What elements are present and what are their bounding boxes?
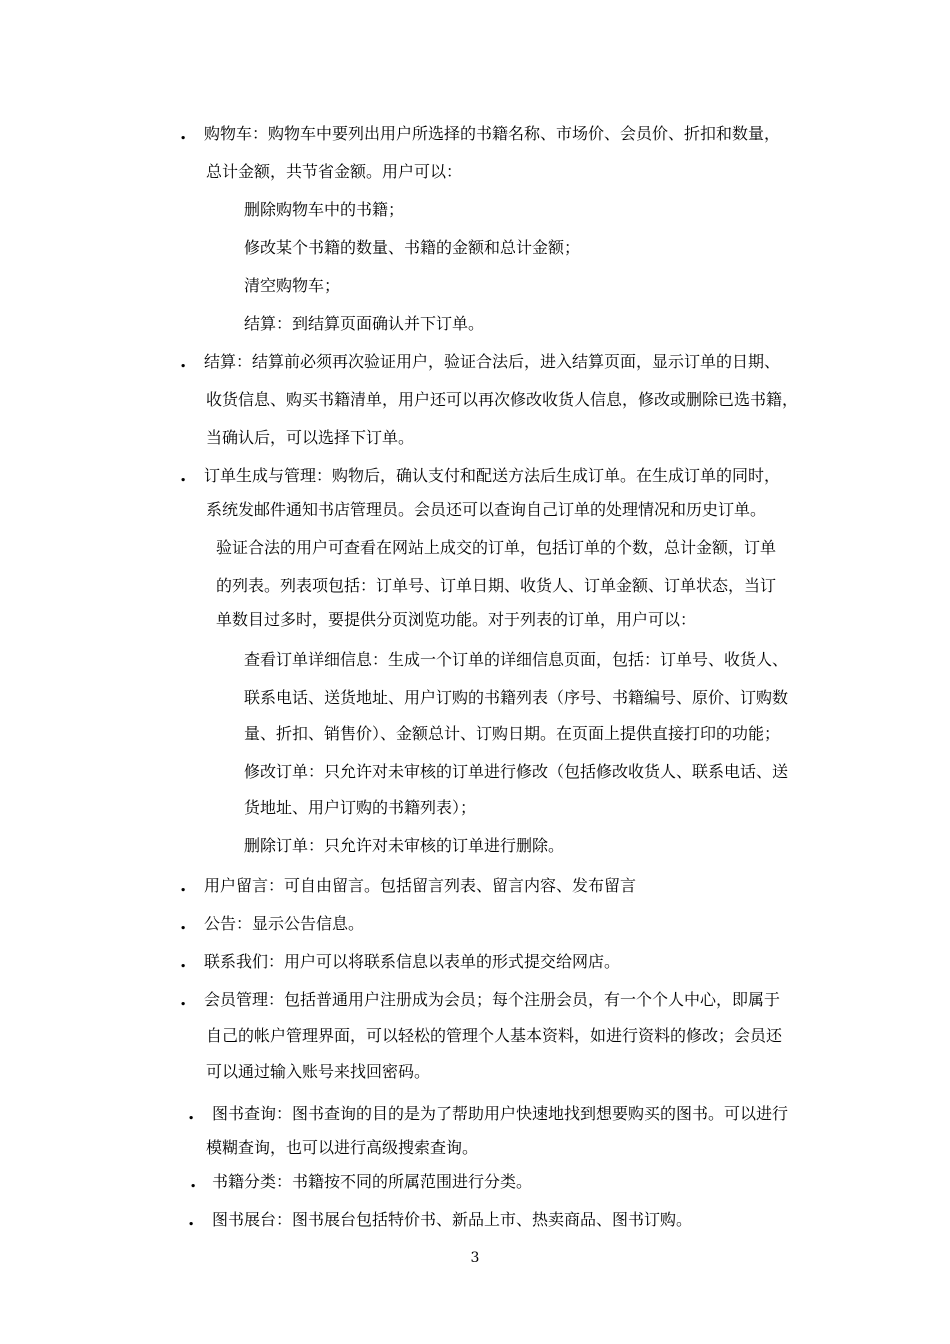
bullet: . (180, 989, 187, 1010)
text-line: 修改订单：只允许对未审核的订单进行修改（包括修改收货人、联系电话、送 (244, 762, 789, 781)
text-line: 清空购物车； (244, 276, 341, 295)
text-line: 可以通过输入账号来找回密码。 (206, 1062, 431, 1081)
text-line: 验证合法的用户可查看在网站上成交的订单，包括订单的个数，总计金额，订单 (216, 538, 777, 557)
text-line: 模糊查询，也可以进行高级搜索查询。 (206, 1138, 479, 1157)
text-line: 删除订单：只允许对未审核的订单进行删除。 (244, 836, 565, 855)
text-line: 会员管理：包括普通用户注册成为会员；每个注册会员，有一个个人中心，即属于 (204, 990, 781, 1009)
text-line: 当确认后，可以选择下订单。 (206, 428, 415, 447)
bullet: . (180, 875, 187, 896)
bullet: . (180, 123, 187, 144)
page-number: 3 (470, 1250, 480, 1266)
bullet: . (188, 1103, 195, 1124)
bullet: . (190, 1171, 197, 1192)
text-line: 订单生成与管理：购物后，确认支付和配送方法后生成订单。在生成订单的同时， (204, 466, 781, 485)
text-line: 公告：显示公告信息。 (204, 914, 365, 933)
text-line: 联系电话、送货地址、用户订购的书籍列表（序号、书籍编号、原价、订购数 (244, 688, 789, 707)
text-line: 收货信息、购买书籍清单，用户还可以再次修改收货人信息，修改或删除已选书籍， (206, 390, 799, 409)
text-line: 修改某个书籍的数量、书籍的金额和总计金额； (244, 238, 581, 257)
text-line: 图书查询：图书查询的目的是为了帮助用户快速地找到想要购买的图书。可以进行 (212, 1104, 789, 1123)
text-line: 量、折扣、销售价）、金额总计、订购日期。在页面上提供直接打印的功能； (244, 724, 781, 743)
text-line: 系统发邮件通知书店管理员。会员还可以查询自己订单的处理情况和历史订单。 (206, 500, 767, 519)
text-line: 书籍分类：书籍按不同的所属范围进行分类。 (212, 1172, 533, 1191)
bullet: . (180, 951, 187, 972)
bullet: . (180, 465, 187, 486)
bullet: . (180, 351, 187, 372)
text-line: 的列表。列表项包括：订单号、订单日期、收货人、订单金额、订单状态，当订 (216, 576, 777, 595)
text-line: 联系我们：用户可以将联系信息以表单的形式提交给网店。 (204, 952, 621, 971)
text-line: 图书展台：图书展台包括特价书、新品上市、热卖商品、图书订购。 (212, 1210, 693, 1229)
text-line: 用户留言：可自由留言。包括留言列表、留言内容、发布留言 (204, 876, 637, 895)
text-line: 单数目过多时，要提供分页浏览功能。对于列表的订单，用户可以： (216, 610, 697, 629)
text-line: 结算：到结算页面确认并下订单。 (244, 314, 485, 333)
bullet: . (188, 1209, 195, 1230)
bullet: . (180, 913, 187, 934)
text-line: 购物车：购物车中要列出用户所选择的书籍名称、市场价、会员价、折扣和数量， (204, 124, 781, 143)
text-line: 自己的帐户管理界面，可以轻松的管理个人基本资料，如进行资料的修改；会员还 (206, 1026, 783, 1045)
text-line: 货地址、用户订购的书籍列表）； (244, 798, 477, 817)
text-line: 总计金额，共节省金额。用户可以： (206, 162, 463, 181)
text-line: 查看订单详细信息：生成一个订单的详细信息页面，包括：订单号、收货人、 (244, 650, 789, 669)
text-line: 结算：结算前必须再次验证用户，验证合法后，进入结算页面，显示订单的日期、 (204, 352, 781, 371)
text-line: 删除购物车中的书籍； (244, 200, 405, 219)
